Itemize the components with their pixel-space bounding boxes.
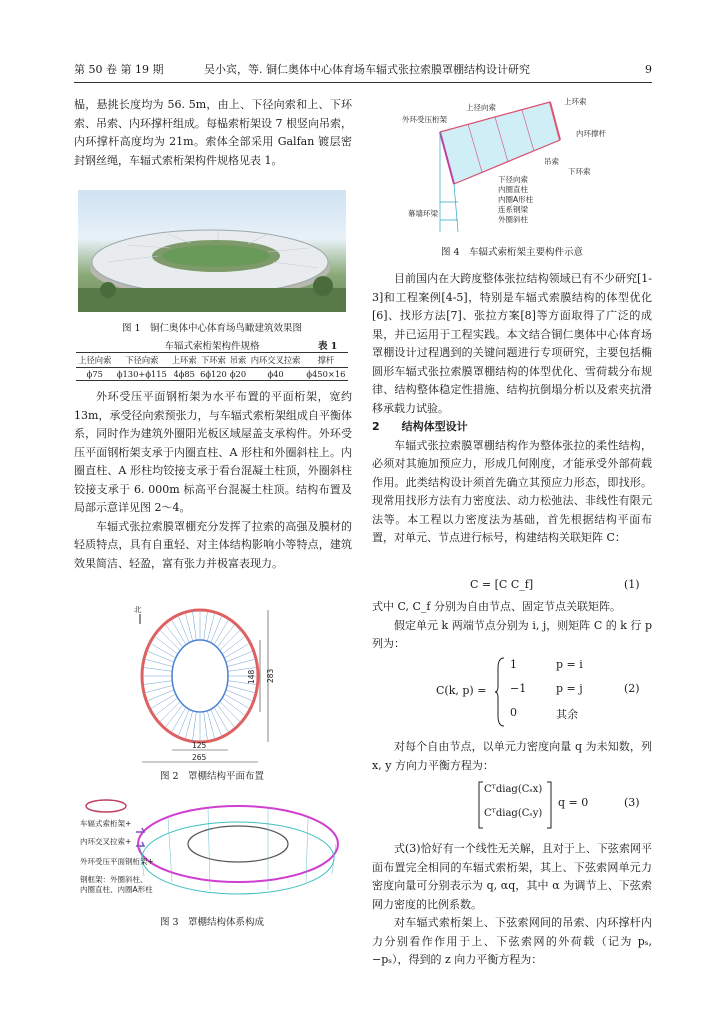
table1 [76,352,348,381]
section-heading: 2 结构体型设计 [372,420,468,433]
table-header: 撑杆 [304,353,348,368]
fig4-label: 内环撑杆 [576,129,606,138]
table-cell: ϕ130+ϕ115 [114,368,171,381]
north-label: 北 [134,605,142,614]
left-para-2 [74,388,352,573]
plan-spoke [150,694,176,709]
paragraph: 外环受压平面钢桁架为水平布置的平面桁架，宽约 13m，承受径向索预张力，与车辐式索桁架组成自平衡体系，同时作为建筑外圈阳光板区域屋盖支承构件。外环受压平面钢桁架支承于内圈直柱、A 形柱和外圈斜柱上。内圈直柱、A 形柱均铰接支承于看台混凝土柱顶，外圈斜柱铰接支承于 6. 000m 标高平台混凝土柱顶。结构布置及局部示意详见图 2～4。 [74,390,352,514]
paragraph: 车辐式张拉索膜罩棚结构作为整体张拉的柔性结构，必须对其施加预应力，形成几何刚度，才能承受外部荷载作用。此类结构设计须首先确立其预应力形态，即找形。现常用找形方法有力密度法、动力松弛法、非线性有限元法等。本工程以力密度法为基础，首先根据结构平面布置，对单元、节点进行标号，构建结构关联矩阵 C： [372,438,652,544]
plan-spoke [142,681,172,685]
header-rule [74,82,652,83]
table1-title: 车辐式索桁架构件规格 [164,341,260,352]
paragraph: 式(3)恰好有一个线性无关解，且对于上、下弦索网平面布置完全相同的车辐式索桁架，其上、下弦索网单元力密度向量可分别表示为 q, αq，其中 α 为调节上、下弦索网力密度的比例系数。 [372,842,652,911]
fig4-label: 下径向索 [498,175,528,184]
fig4-component-diagram [400,92,636,240]
plan-spoke [222,698,246,716]
fig3-label: 内圈直柱、内圈A形柱 [80,885,153,894]
equation-1: C = [C C_f] [470,578,534,591]
plan-spoke [171,707,186,733]
table-header: 下环索 [198,353,228,368]
right-text-bottom [372,840,652,970]
page-number: 9 [645,63,652,76]
fig4-label: 外环受压桁架 [402,115,447,124]
right-text-top [372,270,652,548]
fig3-label: 车辐式索桁架+ [80,819,132,828]
equation-3-rhs: q = 0 [558,796,589,809]
fig3-label: 钢框架：外圈斜柱、 [80,875,148,884]
journal-issue: 第 50 卷 第 19 期 [74,63,164,76]
table-header-row [76,353,348,368]
equation-1-number: (1) [624,578,640,591]
plan-spoke [185,612,193,641]
dim-height-outer: 283 [266,668,275,683]
fig4-label: 下环索 [568,167,591,176]
fig3-system-diagram [78,792,348,910]
fig2-plan-layout [130,600,300,770]
equation-3-number: (3) [624,796,640,809]
paragraph: 对每个自由节点，以单元力密度向量 q 为未知数，列 x, y 方向力平衡方程为： [372,740,652,772]
fig4-label: 幕墙环梁 [408,209,438,218]
paragraph: 目前国内在大跨度整体张拉结构领域已有不少研究[1-3]和工程案例[4-5]，特别是车辐式索膜结构的体型优化[6]、找形方法[7]、张拉方案[8]等方面取得了广泛的成果，并已运用于工程实践。本文结合铜仁奥体中心体育场罩棚设计过程遇到的关键问题进行专项研究，主要包括椭圆形车辐式张拉索膜罩棚结构的体型优化、雪荷载分布规律、结构整体稳定性措施、结构抗倒塌分析以及索夹抗滑移承载力试验。 [372,272,652,415]
table-header: 下径向索 [114,353,171,368]
plan-spoke [154,636,178,654]
paragraph: 假定单元 k 两端节点分别为 i, j，则矩阵 C 的 k 行 p 列为： [372,618,652,650]
plan-spoke [224,643,250,658]
plan-spoke [214,619,229,645]
plan-spoke [214,707,229,733]
equation-2-case-condition: 其余 [556,708,578,721]
fig4-label: 吊索 [544,157,559,166]
equation-2-lhs: C(k, p) = [436,684,487,697]
running-title: 吴小宾，等. 铜仁奥体中心体育场车辐式张拉索膜罩棚结构设计研究 [204,63,530,76]
equation-2-number: (2) [624,682,640,695]
table-cell: 6ϕ120 [200,369,227,379]
table-header: 上环索 [170,353,198,368]
plan-spoke [207,711,215,740]
plan-spoke [192,712,196,742]
equation-2-case-condition: p = j [556,682,583,695]
plan-spoke [178,615,189,643]
paragraph: 式中 C, C_f 分别为自由节点、固定节点关联矩阵。 [372,600,621,613]
table1-label: 表 1 [318,341,338,352]
right-text-p5 [372,738,652,775]
stadium-render-image [78,190,346,312]
equation-3-row: Cᵀdiag(Cₛy) [484,808,543,819]
plan-spoke [211,709,222,737]
table-cell: ϕ450×16 [304,368,348,381]
plan-spoke [142,667,172,671]
plan-spoke [154,698,178,716]
plan-spoke [192,611,196,641]
running-header [74,62,652,78]
plan-spoke [222,636,246,654]
paragraph: 榀，悬挑长度均为 56. 5m，由上、下径向索和上、下环索、吊索、内环撑杆组成。每榀索桁架设 7 根竖向吊索，内环撑杆高度均为 21m。索体全部采用 Galfan 镀层密封钢丝绳，车辐式索桁架构件规格见表 1。 [74,98,352,167]
equation-2-case-value: −1 [510,682,527,695]
fig4-label: 外圈斜柱 [498,215,528,224]
table-header: 吊索 [229,353,248,368]
paragraph: 车辐式张拉索膜罩棚充分发挥了拉索的高强及膜材的轻质特点，具有自重轻、对主体结构影响小等特点，建筑效果简洁、轻盈，富有张力并极富表现力。 [74,519,352,570]
fig4-label: 上环索 [564,97,587,106]
fig3-label: 内环交叉拉索+ [80,837,132,846]
fig2-caption: 图 2 罩棚结构平面布置 [159,771,265,782]
table-cell: ϕ20 [229,369,247,379]
fig4-caption: 图 4 车辐式索桁架主要构件示意 [440,247,584,258]
equation-2-case-condition: p = i [556,658,583,671]
plan-spoke [171,619,186,645]
plan-spoke [204,611,208,641]
fig4-label: 内圈A形柱 [498,195,534,204]
left-para-1 [74,96,352,170]
dim-width-outer: 265 [192,753,207,762]
table-header: 上径向索 [76,353,114,368]
right-text-mid [372,598,652,654]
table-header: 内环交叉拉索 [247,353,303,368]
equation-2-case-value: 1 [510,658,517,671]
plan-spoke [211,615,222,643]
plan-spoke [150,643,176,658]
fig1-caption: 图 1 铜仁奥体中心体育场鸟瞰建筑效果图 [121,323,303,334]
plan-spoke [178,709,189,737]
plan-spoke [185,711,193,740]
fig3-label: 外环受压平面钢桁架+ [80,857,154,866]
equation-2-brace [494,656,506,728]
fig3-caption: 图 3 罩棚结构体系构成 [159,917,265,928]
fig4-label: 连系钢梁 [498,205,528,214]
table-cell: 4ϕ85 [170,368,198,381]
equation-2-case-value: 0 [510,706,517,719]
dim-height-inner: 148 [247,669,256,684]
plan-spoke [207,612,215,641]
table-cell: ϕ75 [76,368,114,381]
plan-spoke [224,694,250,709]
paragraph: 对车辐式索桁架上、下弦索网间的吊索、内环撑杆内力分别看作作用于上、下弦索网的外荷载（记为 pₛ, −pₛ），得到的 z 向力平衡方程为： [372,916,652,966]
plan-spoke [204,712,208,742]
table-row [76,368,348,381]
fig4-label: 内圈直柱 [498,185,528,194]
equation-3-row: Cᵀdiag(Cₛx) [484,784,543,795]
fig4-label: 上径向索 [466,103,496,112]
dim-width-inner: 125 [192,741,207,750]
table-cell: ϕ40 [247,368,303,381]
